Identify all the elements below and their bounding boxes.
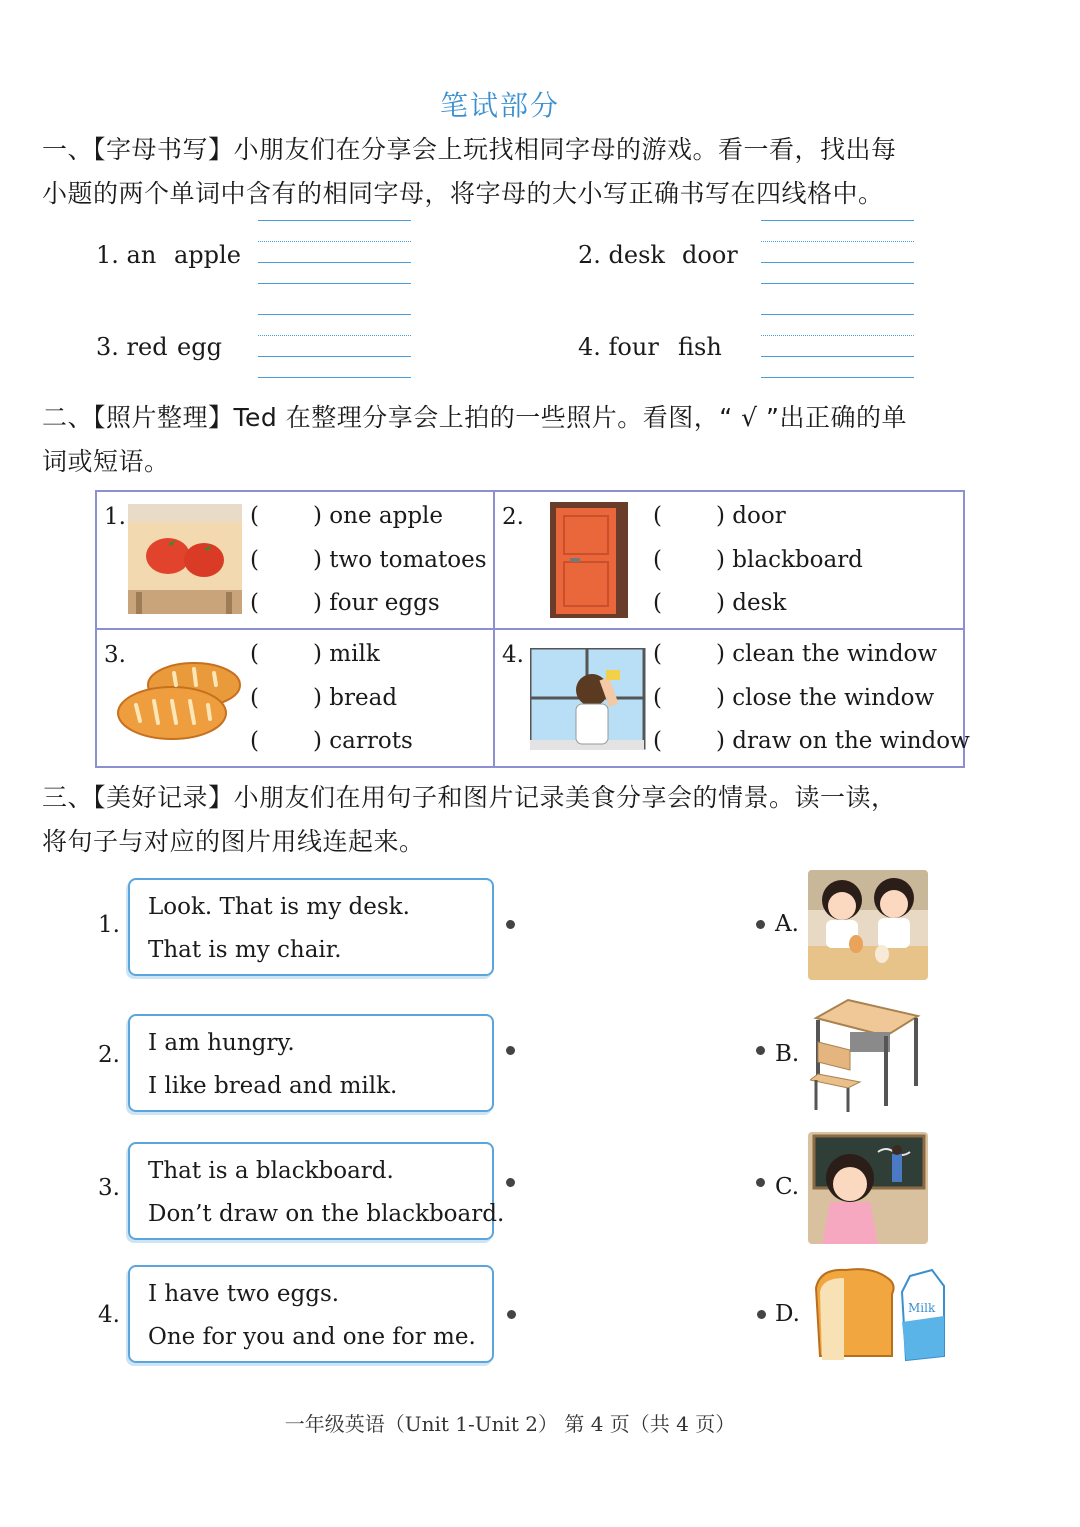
option-label: door bbox=[732, 503, 786, 529]
sentence3-number: 3. bbox=[98, 1175, 120, 1201]
sentence-box-4: I have two eggs. One for you and one for me. bbox=[128, 1265, 494, 1363]
sentence1-number: 1. bbox=[98, 912, 120, 938]
page-title: 笔试部分 bbox=[439, 89, 560, 122]
left-dot-2[interactable] bbox=[506, 1046, 515, 1055]
option-row[interactable]: ( bbox=[653, 685, 662, 711]
option-label: two tomatoes bbox=[329, 547, 487, 573]
picture-label-d: D. bbox=[775, 1301, 800, 1327]
section1-item4-word1: 4. four bbox=[578, 333, 659, 361]
left-dot-3[interactable] bbox=[506, 1178, 515, 1187]
option-label: one apple bbox=[329, 503, 444, 529]
bread-milk-picture bbox=[812, 1266, 958, 1364]
option-row[interactable]: ( bbox=[250, 547, 259, 573]
desk-chair-picture bbox=[810, 996, 922, 1114]
right-dot-c[interactable] bbox=[756, 1178, 765, 1187]
option-row[interactable]: ( bbox=[250, 503, 259, 529]
option-row[interactable]: ( bbox=[250, 590, 259, 616]
picture-label-a: A. bbox=[775, 911, 799, 937]
cell2-number: 2. bbox=[502, 504, 524, 530]
section1-item1-word2: apple bbox=[174, 241, 241, 269]
section2-instruction-line1: 二、【照片整理】Ted 在整理分享会上拍的一些照片。看图，“ √ ”出正确的单 bbox=[42, 403, 907, 432]
picture-label-c: C. bbox=[775, 1174, 800, 1200]
sentence-box-1: Look. That is my desk. That is my chair. bbox=[128, 878, 494, 976]
option-row[interactable]: ( bbox=[653, 503, 662, 529]
section1-item2-word1: 2. desk bbox=[578, 241, 665, 269]
option-label: carrots bbox=[329, 728, 413, 754]
option-label: desk bbox=[732, 590, 787, 616]
section1-item3-word1: 3. red bbox=[96, 333, 168, 361]
option-row[interactable]: ( bbox=[653, 590, 662, 616]
section3-instruction-line2: 将句子与对应的图片用线连起来。 bbox=[42, 827, 425, 856]
cell3-number: 3. bbox=[104, 642, 126, 668]
left-dot-4[interactable] bbox=[507, 1310, 516, 1319]
option-label: clean the window bbox=[732, 641, 938, 667]
option-row[interactable]: ( bbox=[653, 641, 662, 667]
window-image bbox=[530, 648, 646, 752]
section1-item4-word2: fish bbox=[678, 333, 722, 361]
right-dot-a[interactable] bbox=[756, 920, 765, 929]
sentence-box-3: That is a blackboard. Don’t draw on the blackboard. bbox=[128, 1142, 494, 1240]
section1-item3-word2: egg bbox=[177, 333, 222, 361]
option-label: draw on the window bbox=[732, 728, 970, 754]
option-row[interactable]: ( bbox=[250, 685, 259, 711]
option-label: milk bbox=[329, 641, 380, 667]
tomatoes-image bbox=[128, 504, 242, 614]
section1-instruction-line2: 小题的两个单词中含有的相同字母，将字母的大小写正确书写在四线格中。 bbox=[42, 179, 884, 208]
picture-label-b: B. bbox=[775, 1041, 800, 1067]
section1-item2-word2: door bbox=[682, 241, 738, 269]
milk-carton-text: Milk bbox=[908, 1301, 936, 1315]
cell4-number: 4. bbox=[502, 642, 524, 668]
option-row[interactable]: ( bbox=[250, 728, 259, 754]
option-row[interactable]: ( bbox=[653, 728, 662, 754]
door-image bbox=[550, 502, 630, 618]
option-label: close the window bbox=[732, 685, 935, 711]
bread-image bbox=[114, 655, 244, 747]
right-dot-d[interactable] bbox=[757, 1310, 766, 1319]
children-eggs-picture bbox=[808, 870, 928, 980]
blackboard-girl-picture bbox=[808, 1132, 928, 1244]
option-label: four eggs bbox=[329, 590, 440, 616]
section1-instruction-line1: 一、【字母书写】小朋友们在分享会上玩找相同字母的游戏。看一看，找出每 bbox=[42, 135, 897, 164]
left-dot-1[interactable] bbox=[506, 920, 515, 929]
option-row[interactable]: ( bbox=[653, 547, 662, 573]
option-label: blackboard bbox=[732, 547, 863, 573]
sentence-box-2: I am hungry. I like bread and milk. bbox=[128, 1014, 494, 1112]
sentence2-number: 2. bbox=[98, 1042, 120, 1068]
section2-instruction-line2: 词或短语。 bbox=[42, 447, 170, 476]
option-row[interactable]: ( bbox=[250, 641, 259, 667]
sentence4-number: 4. bbox=[98, 1302, 120, 1328]
section1-item1-word1: 1. an bbox=[96, 241, 157, 269]
option-label: bread bbox=[329, 685, 398, 711]
section3-instruction-line1: 三、【美好记录】小朋友们在用句子和图片记录美食分享会的情景。读一读， bbox=[42, 783, 897, 812]
cell1-number: 1. bbox=[104, 504, 126, 530]
page-footer: 一年级英语（Unit 1-Unit 2） 第 4 页（共 4 页） bbox=[284, 1412, 736, 1436]
right-dot-b[interactable] bbox=[756, 1046, 765, 1055]
